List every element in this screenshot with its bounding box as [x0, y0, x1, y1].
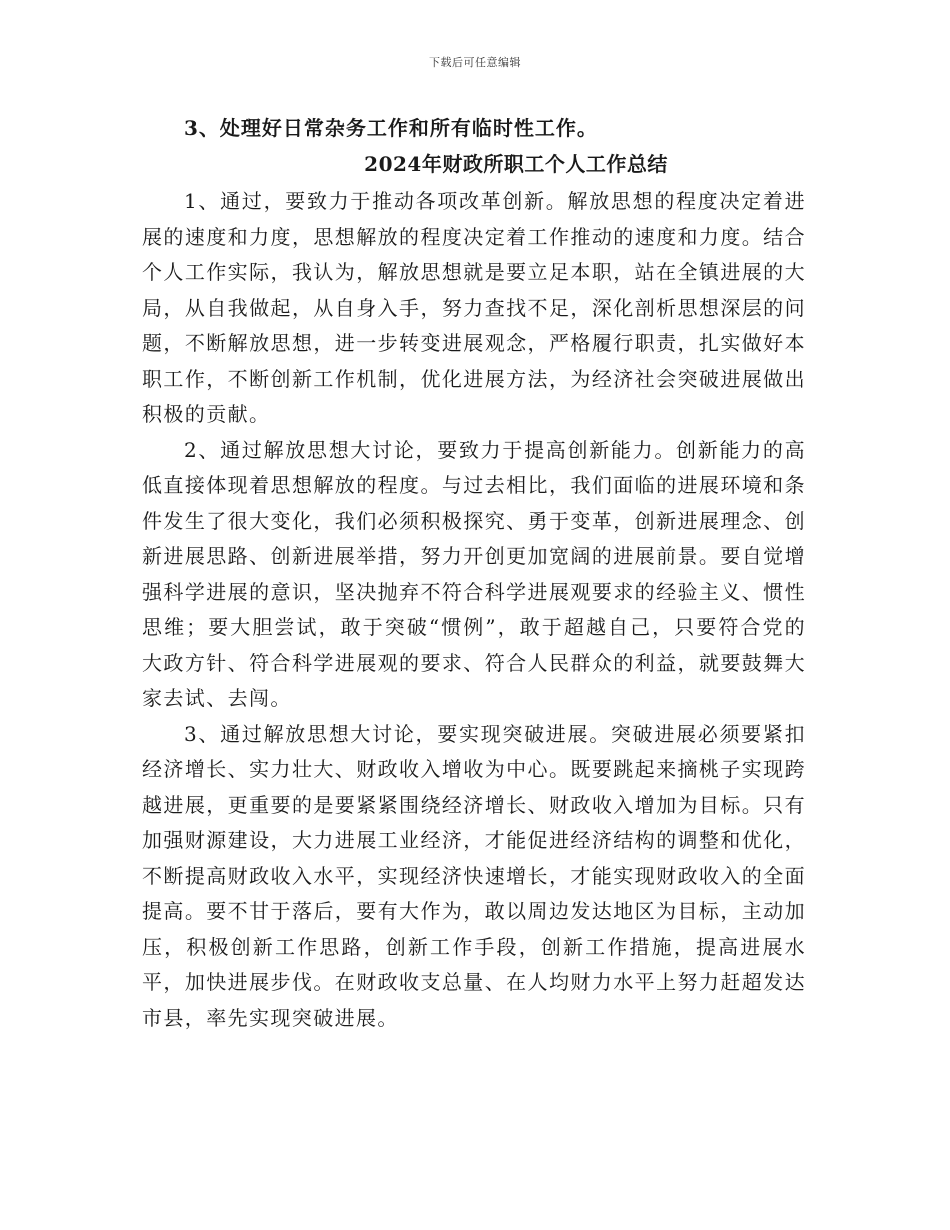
document-body	[142, 112, 806, 1036]
paragraph-1: 1、通过，要致力于推动各项改革创新。解放思想的程度决定着进展的速度和力度，思想解放的程度决定着工作推动的速度和力度。结合个人工作实际，我认为，解放思想就是要立足本职，站在全镇进展的大局，从自我做起，从自身入手，努力查找不足，深化剖析思想深层的问题，不断解放思想，进一步转变进展观念，严格履行职责，扎实做好本职工作，不断创新工作机制，优化进展方法，为经济社会突破进展做出积极的贡献。	[142, 189, 806, 426]
paragraph-2: 2、通过解放思想大讨论，要致力于提高创新能力。创新能力的高低直接体现着思想解放的程度。与过去相比，我们面临的进展环境和条件发生了很大变化，我们必须积极探究、勇于变革，创新进展理念、创新进展思路、创新进展举措，努力开创更加宽阔的进展前景。要自觉增强科学进展的意识，坚决抛弃不符合科学进展观要求的经验主义、惯性思维；要大胆尝试，敢于突破“惯例”，敢于超越自己，只要符合党的大政方针、符合科学进展观的要求、符合人民群众的利益，就要鼓舞大家去试、去闯。	[142, 437, 806, 710]
heading-item: 3、处理好日常杂务工作和所有临时性工作。	[184, 116, 598, 140]
document-title: 2024年财政所职工个人工作总结	[364, 152, 668, 176]
page-header-note: 下载后可任意编辑	[429, 56, 521, 69]
paragraph-3: 3、通过解放思想大讨论，要实现突破进展。突破进展必须要紧扣经济增长、实力壮大、财政收入增收为中心。既要跳起来摘桃子实现跨越进展，更重要的是要紧紧围绕经济增长、财政收入增加为目标。只有加强财源建设，大力进展工业经济，才能促进经济结构的调整和优化，不断提高财政收入水平，实现经济快速增长，才能实现财政收入的全面提高。要不甘于落后，要有大作为，敢以周边发达地区为目标，主动加压，积极创新工作思路，创新工作手段，创新工作措施，提高进展水平，加快进展步伐。在财政收支总量、在人均财力水平上努力赶超发达市县，率先实现突破进展。	[142, 721, 806, 1030]
